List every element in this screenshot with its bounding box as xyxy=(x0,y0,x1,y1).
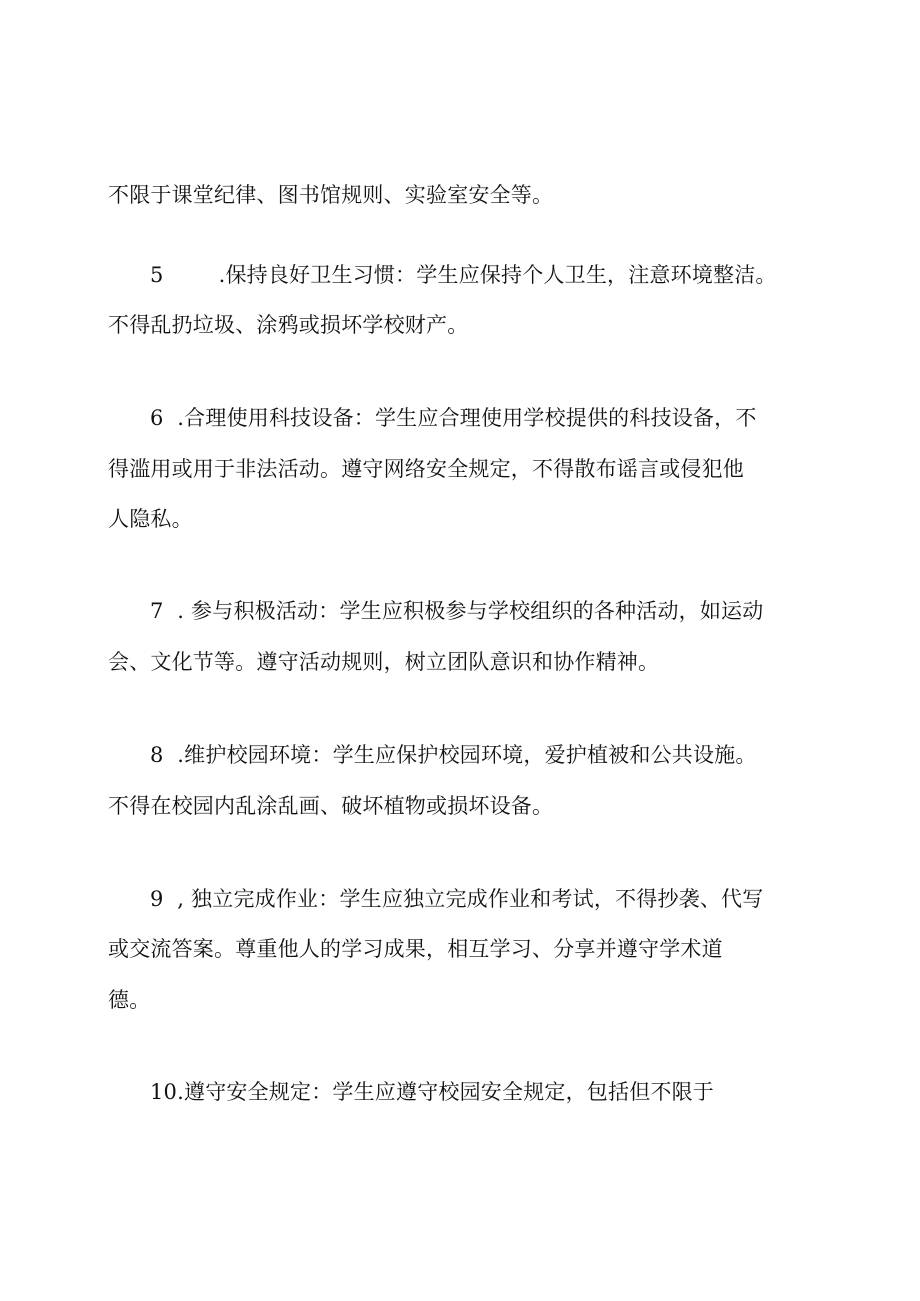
text-line: 不限于课堂纪律、图书馆规则、实验室安全等。 xyxy=(108,183,554,207)
list-item-9-line-2: 或交流答案。尊重他人的学习成果，相互学习、分享并遵守学术道 xyxy=(108,937,723,961)
list-item-6-line-2: 得滥用或用于非法活动。遵守网络安全规定，不得散布谣言或侵犯他 xyxy=(108,457,744,481)
list-item-7-line-1: 7 . 参与积极活动：学生应积极参与学校组织的各种活动，如运动 xyxy=(150,599,764,623)
list-item-5-line-2: 不得乱扔垃圾、涂鸦或损坏学校财产。 xyxy=(108,313,469,337)
list-item-7-line-2: 会、文化节等。遵守活动规则，树立团队意识和协作精神。 xyxy=(108,650,660,674)
list-item-10-line-1: 10.遵守安全规定：学生应遵守校园安全规定，包括但不限于 xyxy=(150,1080,714,1104)
list-item-6-line-1: 6 .合理使用科技设备：学生应合理使用学校提供的科技设备，不 xyxy=(150,406,757,430)
list-item-8-line-1: 8 .维护校园环境：学生应保护校园环境，爱护植被和公共设施。 xyxy=(150,743,757,767)
list-item-6-line-3: 人隐私。 xyxy=(108,507,193,531)
list-item-5-line-1: 5 .保持良好卫生习惯：学生应保持个人卫生，注意环境整洁。 xyxy=(150,263,777,287)
list-item-9-line-3: 德。 xyxy=(108,988,151,1012)
list-item-9-line-1: 9 , 独立完成作业：学生应独立完成作业和考试，不得抄袭、代写 xyxy=(150,887,764,911)
list-item-8-line-2: 不得在校园内乱涂乱画、破坏植物或损坏设备。 xyxy=(108,794,554,818)
